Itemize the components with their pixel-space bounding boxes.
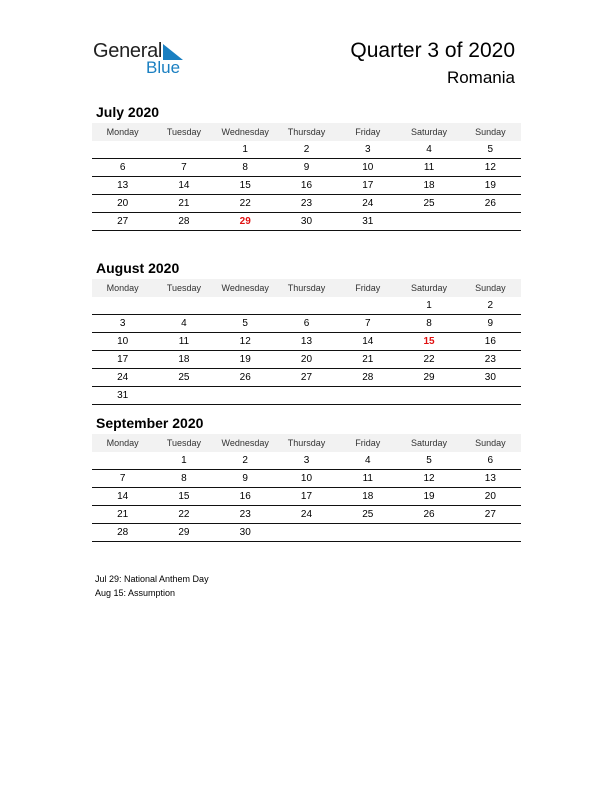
date-cell: 1: [242, 144, 248, 155]
date-cell: 8: [181, 473, 187, 484]
date-cell: 5: [242, 318, 248, 329]
date-cell: 28: [178, 216, 190, 227]
date-cell: 10: [300, 473, 313, 484]
date-cell: 22: [178, 509, 190, 520]
date-cell: 24: [300, 509, 313, 520]
date-cell: 3: [364, 144, 371, 155]
date-cell: 6: [487, 455, 494, 466]
country-name: Romania: [446, 68, 515, 87]
date-cell: 21: [178, 198, 190, 209]
weekday-label: Wednesday: [221, 283, 269, 293]
weekday-label: Friday: [355, 283, 381, 293]
date-cell: 12: [239, 336, 251, 347]
weekday-label: Saturday: [411, 127, 448, 137]
weekday-label: Monday: [106, 283, 139, 293]
date-cell: 17: [117, 354, 129, 365]
weekday-label: Tuesday: [166, 283, 202, 293]
date-cell: 9: [242, 473, 248, 484]
week-row: [92, 297, 521, 315]
weekday-label: Tuesday: [166, 438, 202, 448]
date-cell: 30: [300, 216, 313, 227]
date-cell: 19: [484, 180, 496, 191]
holiday-date: 29: [239, 216, 251, 227]
date-cell: 15: [239, 180, 251, 191]
date-cell: 29: [423, 372, 435, 383]
date-cell: 16: [300, 180, 313, 191]
date-cell: 5: [426, 455, 432, 466]
date-cell: 31: [117, 390, 129, 401]
weekday-label: Wednesday: [221, 127, 269, 137]
date-cell: 27: [484, 509, 496, 520]
week-row: [92, 141, 521, 159]
date-cell: 3: [119, 318, 126, 329]
weekday-label: Thursday: [287, 127, 326, 137]
date-cell: 1: [181, 455, 187, 466]
date-cell: 10: [362, 162, 374, 173]
date-cell: 10: [117, 336, 129, 347]
week-row: [92, 315, 521, 333]
date-cell: 31: [362, 216, 374, 227]
month-july: [92, 103, 521, 231]
page-title: Quarter 3 of 2020: [350, 39, 515, 62]
date-cell: 27: [117, 216, 129, 227]
date-cell: 9: [303, 162, 310, 173]
date-cell: 24: [362, 198, 374, 209]
date-cell: 27: [300, 372, 313, 383]
date-cell: 25: [423, 198, 435, 209]
holiday-date: 15: [423, 336, 435, 347]
weekday-label: Thursday: [287, 283, 326, 293]
date-cell: 30: [239, 527, 251, 538]
date-cell: 25: [178, 372, 190, 383]
date-cell: 30: [484, 372, 496, 383]
date-cell: 19: [423, 491, 435, 502]
date-cell: 23: [239, 509, 251, 520]
date-cell: 11: [362, 473, 373, 484]
date-cell: 4: [426, 144, 432, 155]
date-cell: 19: [239, 354, 251, 365]
month-title: August 2020: [96, 260, 180, 276]
date-cell: 21: [117, 509, 129, 520]
date-cell: 26: [484, 198, 496, 209]
weekday-label: Monday: [106, 438, 139, 448]
date-cell: 7: [181, 162, 187, 173]
week-row: [92, 195, 521, 213]
date-cell: 8: [242, 162, 248, 173]
date-cell: 18: [362, 491, 374, 502]
date-cell: 7: [119, 473, 126, 484]
date-cell: 28: [117, 527, 129, 538]
weekday-label: Sunday: [475, 438, 506, 448]
date-cell: 1: [426, 300, 432, 311]
date-cell: 17: [362, 180, 374, 191]
month-title: July 2020: [96, 104, 160, 120]
date-cell: 26: [423, 509, 435, 520]
date-cell: 29: [178, 527, 190, 538]
date-cell: 12: [484, 162, 496, 173]
week-row: [92, 369, 521, 387]
weekday-label: Wednesday: [221, 438, 269, 448]
week-row: [92, 470, 521, 488]
week-row: [92, 452, 521, 470]
date-cell: 11: [423, 162, 435, 173]
date-cell: 23: [300, 198, 313, 209]
date-cell: 13: [300, 336, 313, 347]
weekday-label: Sunday: [475, 283, 506, 293]
weekday-label: Tuesday: [166, 127, 202, 137]
week-row: [92, 213, 521, 231]
date-cell: 8: [426, 318, 432, 329]
date-cell: 28: [362, 372, 374, 383]
date-cell: 18: [423, 180, 435, 191]
date-cell: 16: [484, 336, 496, 347]
date-cell: 4: [364, 455, 371, 466]
month-september: [92, 414, 521, 542]
weekday-label: Saturday: [411, 438, 448, 448]
date-cell: 20: [117, 198, 129, 209]
date-cell: 23: [484, 354, 496, 365]
holiday-note: Aug 15: Assumption: [95, 588, 176, 598]
weekday-header: [92, 279, 521, 297]
week-row: [92, 177, 521, 195]
date-cell: 17: [300, 491, 313, 502]
week-row: [92, 333, 521, 351]
date-cell: 15: [178, 491, 190, 502]
date-cell: 2: [242, 455, 248, 466]
week-row: [92, 488, 521, 506]
date-cell: 3: [303, 455, 310, 466]
date-cell: 12: [423, 473, 435, 484]
date-cell: 13: [484, 473, 496, 484]
holiday-notes: [95, 572, 209, 600]
date-cell: 2: [487, 300, 494, 311]
date-cell: 21: [362, 354, 374, 365]
weekday-header: [92, 434, 521, 452]
date-cell: 16: [239, 491, 251, 502]
generalblue-logo: [93, 40, 193, 80]
date-cell: 14: [117, 491, 129, 502]
date-cell: 22: [423, 354, 435, 365]
week-row: [92, 506, 521, 524]
date-cell: 20: [484, 491, 496, 502]
weekday-header: [92, 123, 521, 141]
week-row: [92, 351, 521, 369]
date-cell: 6: [303, 318, 310, 329]
logo-blue-text: Blue: [146, 58, 181, 77]
date-cell: 22: [239, 198, 251, 209]
date-cell: 14: [178, 180, 190, 191]
weekday-label: Sunday: [475, 127, 506, 137]
date-cell: 6: [119, 162, 126, 173]
date-cell: 26: [239, 372, 251, 383]
date-cell: 25: [362, 509, 374, 520]
weekday-label: Friday: [355, 127, 381, 137]
month-august: [92, 259, 521, 405]
logo-general-text: General: [93, 40, 163, 62]
weekday-label: Friday: [355, 438, 381, 448]
weekday-label: Thursday: [287, 438, 326, 448]
date-cell: 2: [303, 144, 310, 155]
date-cell: 5: [487, 144, 494, 155]
date-cell: 7: [364, 318, 371, 329]
week-row: [92, 159, 521, 177]
month-title: September 2020: [96, 415, 204, 431]
date-cell: 14: [362, 336, 374, 347]
date-cell: 11: [178, 336, 190, 347]
date-cell: 24: [117, 372, 129, 383]
date-cell: 20: [300, 354, 313, 365]
weekday-label: Monday: [106, 127, 139, 137]
week-row: [92, 387, 521, 405]
date-cell: 18: [178, 354, 190, 365]
week-row: [92, 524, 521, 542]
date-cell: 4: [181, 318, 187, 329]
date-cell: 13: [117, 180, 129, 191]
weekday-label: Saturday: [411, 283, 448, 293]
date-cell: 9: [487, 318, 494, 329]
holiday-note: Jul 29: National Anthem Day: [95, 574, 209, 584]
